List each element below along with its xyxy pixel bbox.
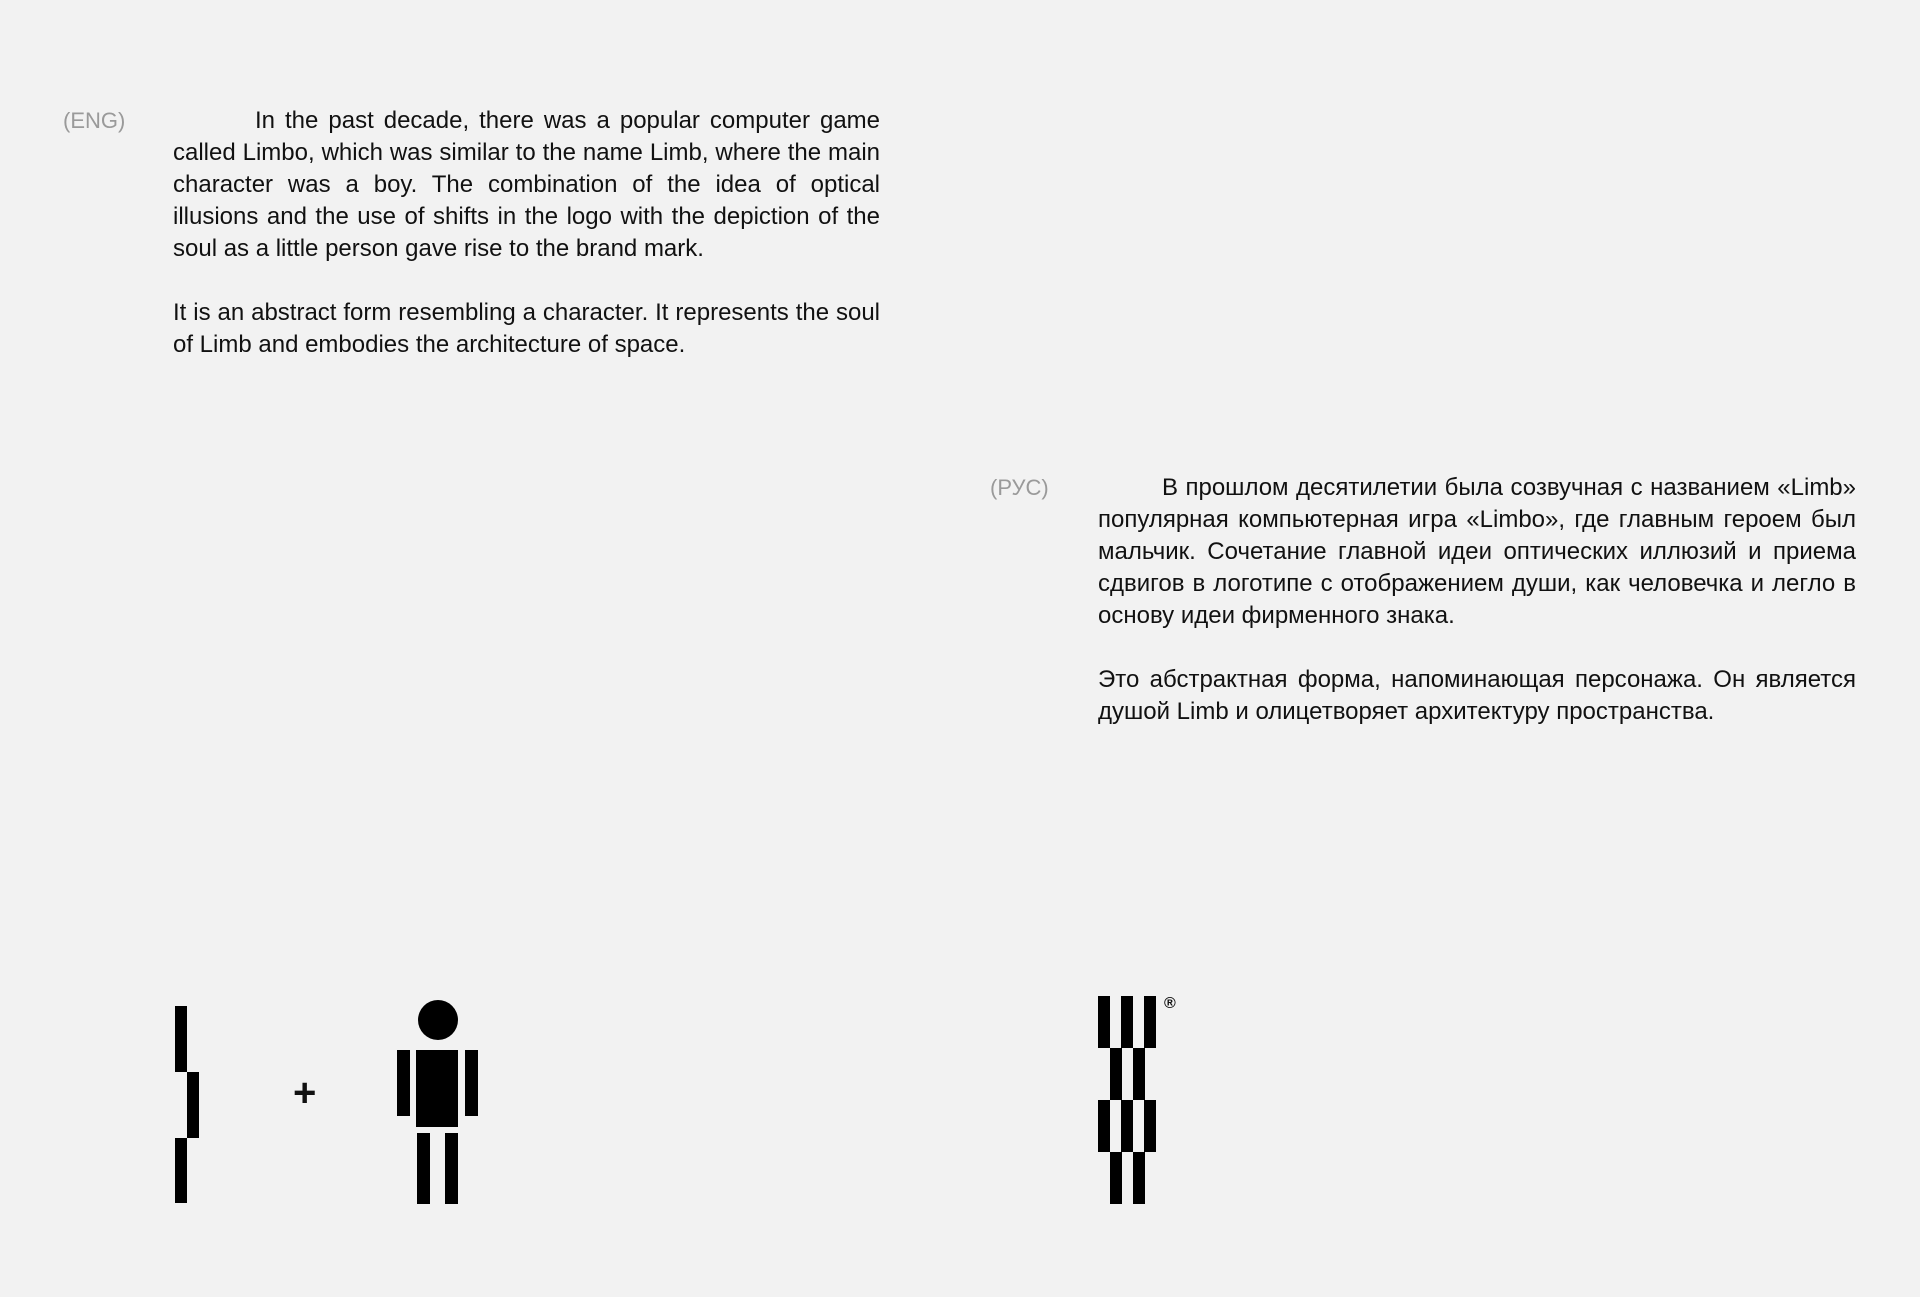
person-icon: [397, 1000, 479, 1204]
rus-paragraph-1: В прошлом десятилетии была созвучная с названием «Limb» популярная компьютерная игра «Limbo», где главным героем был мальчик. Сочетание главной идеи оптических иллюзий и приема сдвигов в логотипе с отображением души, как человечка и легло в основу идеи фирменного знака.: [1098, 474, 1856, 629]
rus-text-block: [1098, 472, 1856, 728]
rus-label: (РУС): [990, 475, 1049, 500]
limb-brand-mark-icon: [1098, 996, 1158, 1204]
shifted-line-icon: [175, 1006, 201, 1203]
registered-mark: ®: [1164, 995, 1176, 1012]
plus-sign: +: [293, 1071, 317, 1115]
eng-text-block: [173, 105, 880, 361]
eng-paragraph-2: It is an abstract form resembling a character. It represents the soul of Limb and embodies the architecture of space.: [173, 299, 880, 358]
rus-paragraph-2: Это абстрактная форма, напоминающая персонажа. Он является душой Limb и олицетворяет архитектуру пространства.: [1098, 666, 1856, 725]
eng-label: (ENG): [63, 108, 126, 133]
eng-paragraph-1: In the past decade, there was a popular computer game called Limbo, which was similar to the name Limb, where the main character was a boy. The combination of the idea of optical illusions and the use of shifts in the logo with the depiction of the soul as a little person gave rise to the brand mark.: [173, 107, 880, 262]
